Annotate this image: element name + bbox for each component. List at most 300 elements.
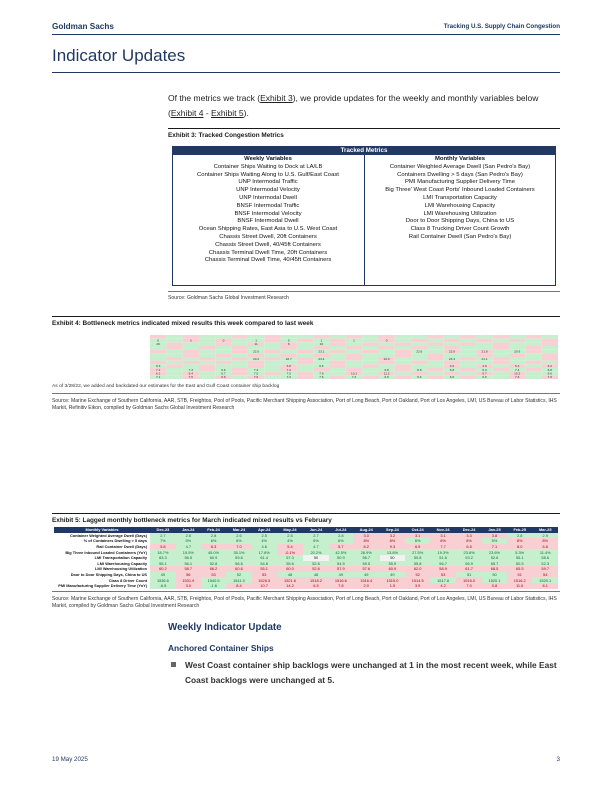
table-cell: 61.4 — [252, 555, 277, 561]
table-cell: 0.8 — [482, 583, 507, 589]
heatmap-cell — [346, 361, 362, 365]
heatmap-cell — [493, 339, 509, 343]
heatmap-cell — [297, 357, 313, 361]
heatmap-cell — [493, 350, 509, 354]
heatmap-cell — [493, 342, 509, 346]
row-label: Container Weighted Average Dwell (Days) — [69, 532, 147, 538]
heatmap-value: 7.5 — [286, 371, 291, 376]
heatmap-cell — [411, 361, 427, 365]
heatmap-cell — [330, 375, 346, 379]
table-cell: 1516.6 — [329, 577, 353, 583]
table-cell: 6.5 — [456, 544, 482, 550]
table-cell: 54 — [532, 572, 558, 578]
heatmap-cell — [378, 361, 394, 365]
heatmap-cell — [215, 353, 231, 357]
heatmap-value: 22.0 — [253, 349, 260, 354]
heatmap-cell — [232, 353, 248, 357]
heatmap-cell — [525, 372, 541, 376]
heatmap-value: 6.8 — [286, 364, 291, 369]
heatmap-cell — [542, 335, 558, 339]
table-cell: 7% — [150, 538, 176, 544]
heatmap-cell — [281, 346, 297, 350]
table-cell: 55.1 — [252, 566, 277, 572]
weekly-variable: BNSF Intermodal Velocity — [234, 210, 302, 217]
heatmap-cell — [183, 353, 199, 357]
heatmap-cell — [427, 346, 443, 350]
heatmap-cell — [281, 350, 297, 354]
table-cell: 11.6 — [507, 583, 532, 589]
table-cell: 19.3% — [430, 549, 456, 555]
table-cell: 60.6 — [226, 566, 251, 572]
table-cell: 2.6 — [176, 533, 201, 539]
heatmap-cell — [362, 335, 378, 339]
table-cell: 5% — [482, 538, 507, 544]
table-cell: 49 — [380, 572, 406, 578]
heatmap-cell — [427, 372, 443, 376]
table-cell: 1521.6 — [277, 577, 304, 583]
heatmap-cell — [199, 350, 215, 354]
row-label: PMI Manufacturing Supplier Delivery Time (YoY) — [58, 583, 147, 589]
table-cell: 55.6 — [277, 561, 304, 567]
heatmap-cell — [264, 339, 280, 343]
table-cell: 1536.6 — [150, 577, 176, 583]
heatmap-value: 7.9 — [319, 371, 324, 376]
heatmap-cell — [264, 335, 280, 339]
tracked-metrics-header: Tracked Metrics — [172, 146, 556, 155]
bottleneck-heatmap — [54, 335, 558, 379]
heatmap-cell — [183, 361, 199, 365]
table-cell: 7.7 — [430, 544, 456, 550]
heatmap-cell — [427, 375, 443, 379]
heatmap-cell — [525, 342, 541, 346]
heatmap-value: 7.3 — [188, 367, 193, 372]
table-cell: 6.1 — [532, 583, 558, 589]
weekly-variable: UNP Intermodal Dwell — [239, 194, 297, 201]
table-cell: 63.3 — [150, 555, 176, 561]
table-cell: 45.0% — [201, 549, 226, 555]
heatmap-cell — [542, 342, 558, 346]
heatmap-cell — [330, 361, 346, 365]
table-cell: 8% — [380, 538, 406, 544]
heatmap-cell — [297, 361, 313, 365]
table-cell: 68.5 — [482, 566, 507, 572]
heatmap-cell — [427, 339, 443, 343]
heatmap-cell — [411, 339, 427, 343]
heatmap-cell — [476, 342, 492, 346]
table-cell: 6% — [405, 538, 430, 544]
table-cell: 11.4% — [532, 549, 558, 555]
heatmap-cell — [264, 353, 280, 357]
heatmap-cell — [166, 357, 182, 361]
table-cell: 5.7 — [329, 544, 353, 550]
table-cell: 23.6% — [482, 549, 507, 555]
table-cell: 55.1 — [507, 555, 532, 561]
heatmap-value: 21.8 — [481, 349, 488, 354]
month-header: Mar-24 — [226, 527, 251, 533]
exhibit5-top-rule — [52, 513, 560, 514]
heatmap-value: 22.8 — [448, 349, 455, 354]
heatmap-cell — [264, 364, 280, 368]
table-cell: 55.8 — [405, 561, 430, 567]
heatmap-value: 23.1 — [318, 349, 325, 354]
heatmap-cell — [199, 353, 215, 357]
heatmap-cell — [346, 342, 362, 346]
heatmap-cell — [166, 361, 182, 365]
footer-date: 19 May 2025 — [52, 756, 88, 763]
heatmap-cell — [525, 339, 541, 343]
table-cell: 3.0 — [176, 583, 201, 589]
exhibit3-bottom-rule — [168, 291, 560, 292]
heatmap-value: 20.9 — [514, 349, 521, 354]
heatmap-cell — [362, 361, 378, 365]
heatmap-value: 7.6 — [515, 375, 520, 379]
heatmap-cell — [166, 375, 182, 379]
table-cell: 3.1 — [430, 533, 456, 539]
exhibit4-link[interactable]: Exhibit 4 — [170, 108, 204, 118]
heatmap-value: 4.6 — [482, 364, 487, 369]
month-header: Jul-24 — [329, 527, 353, 533]
table-cell: 54.5 — [329, 561, 353, 567]
heatmap-value: 11 — [254, 342, 258, 347]
month-header: Jun-24 — [303, 527, 328, 533]
table-cell: 49 — [150, 572, 176, 578]
monthly-variable: PMI Manufacturing Supplier Delivery Time — [404, 179, 515, 186]
table-cell: 4% — [252, 538, 277, 544]
heatmap-value: 7.3 — [286, 375, 291, 379]
table-cell: 48 — [303, 572, 328, 578]
exhibit4-note: As of 3/28/22, we added and backdated our estimates for the East and Gulf Coast container ship backlog — [52, 384, 280, 389]
bullet-text: West Coast container ship backlogs were unchanged at 1 in the most recent week, while East Coast backlogs were unchanged at 5. — [185, 660, 557, 685]
exhibit5-link[interactable]: Exhibit 5 — [211, 108, 244, 118]
heatmap-value: 6.3 — [482, 367, 487, 372]
table-cell: 51.6 — [430, 555, 456, 561]
monthly-variable: LMI Transportation Capacity — [423, 194, 497, 201]
heatmap-cell — [542, 346, 558, 350]
heatmap-cell — [493, 357, 509, 361]
heatmap-cell — [199, 335, 215, 339]
table-cell: 1517.8 — [430, 577, 456, 583]
heatmap-value: 23.4 — [448, 356, 455, 361]
heatmap-value: 6.3 — [156, 364, 161, 369]
row-label: Rail Container Dwell (Days) — [96, 543, 147, 549]
heatmap-cell — [232, 346, 248, 350]
heatmap-cell — [525, 364, 541, 368]
heatmap-cell — [264, 361, 280, 365]
table-cell: 53 — [430, 572, 456, 578]
table-cell: 54.8 — [252, 561, 277, 567]
table-cell: 1531.9 — [176, 577, 201, 583]
table-cell: 3.2 — [380, 533, 406, 539]
heatmap-cell — [346, 353, 362, 357]
heatmap-cell — [232, 357, 248, 361]
heatmap-value: 1 — [320, 338, 323, 343]
heatmap-cell — [346, 350, 362, 354]
heatmap-cell — [378, 346, 394, 350]
table-cell: 52.6 — [303, 566, 328, 572]
table-cell: 55.1 — [150, 561, 176, 567]
table-cell: 51 — [456, 572, 482, 578]
table-cell: 49 — [329, 572, 353, 578]
table-cell: 2.5 — [277, 533, 304, 539]
heatmap-value: 6.6 — [319, 364, 324, 369]
heatmap-value: 6.6 — [449, 375, 455, 379]
weekly-variable: Chassis Terminal Dwell Time, 40/45ft Containers — [204, 257, 332, 264]
intro-text: Of the metrics we track ( — [168, 93, 261, 103]
table-cell: 57.9 — [329, 566, 353, 572]
table-cell: 2.8 — [507, 533, 532, 539]
heatmap-cell — [509, 339, 525, 343]
heatmap-cell — [199, 346, 215, 350]
heatmap-cell — [183, 342, 199, 346]
heatmap-cell — [362, 357, 378, 361]
table-cell: 7.0 — [456, 583, 482, 589]
table-cell: 4% — [277, 538, 304, 544]
intro-text: - — [203, 108, 212, 118]
table-cell: 1516.2 — [507, 577, 532, 583]
heatmap-value: 10.2 — [514, 371, 521, 376]
heatmap-cell — [395, 375, 411, 379]
heatmap-cell — [232, 364, 248, 368]
heatmap-cell — [248, 361, 264, 365]
heatmap-cell — [444, 342, 460, 346]
heatmap-cell — [232, 375, 248, 379]
table-cell: 35.1% — [226, 549, 251, 555]
table-cell: 8% — [430, 538, 456, 544]
section-title: Weekly Indicator Update — [168, 622, 282, 633]
table-cell: 7.0 — [226, 544, 251, 550]
report-title: Tracking U.S. Supply Chain Congestion — [443, 23, 560, 30]
heatmap-cell — [525, 368, 541, 372]
heatmap-value: 4.6 — [449, 364, 455, 369]
table-cell: 50.9 — [329, 555, 353, 561]
column-header: Monthly Variables — [54, 527, 150, 533]
heatmap-cell — [232, 368, 248, 372]
heatmap-cell — [411, 342, 427, 346]
heatmap-value: 7.1 — [156, 375, 161, 379]
table-cell: 5% — [303, 538, 328, 544]
table-cell: 49 — [353, 572, 380, 578]
heatmap-value: 6.8 — [384, 367, 389, 372]
heatmap-value: 7.6 — [188, 375, 193, 379]
exhibit3-source: Source: Goldman Sachs Global Investment Research — [168, 295, 289, 301]
heatmap-cell — [330, 342, 346, 346]
heatmap-cell — [525, 346, 541, 350]
heatmap-cell — [411, 353, 427, 357]
table-cell: 60.9 — [201, 555, 226, 561]
heatmap-cell — [166, 353, 182, 357]
table-cell: 58.7 — [176, 566, 201, 572]
heatmap-cell — [525, 361, 541, 365]
heatmap-cell — [460, 350, 476, 354]
table-cell: 60.0 — [277, 566, 304, 572]
table-cell: 9.3 — [380, 544, 406, 550]
heatmap-cell — [460, 342, 476, 346]
heatmap-cell — [509, 335, 525, 339]
table-cell: 6% — [226, 538, 251, 544]
heatmap-cell — [460, 335, 476, 339]
heatmap-cell — [330, 335, 346, 339]
heatmap-value: 22.6 — [416, 349, 423, 354]
row-label: Big Three Inbound Loaded Containers (YoY) — [65, 549, 147, 555]
heatmap-cell — [199, 357, 215, 361]
heatmap-value: 7.4 — [286, 367, 291, 372]
heatmap-value: 5.3 — [515, 364, 520, 369]
heatmap-value: 22.0 — [383, 356, 390, 361]
table-cell: 1541.0 — [226, 577, 251, 583]
table-cell: -1.6 — [201, 583, 226, 589]
weekly-variable: Chassis Street Dwell, 20ft Containers — [219, 233, 317, 240]
table-cell: -6.5 — [150, 583, 176, 589]
table-cell: 4.6 — [252, 544, 277, 550]
heatmap-cell — [460, 357, 476, 361]
table-cell: 13.8% — [380, 549, 406, 555]
table-cell: 3.8 — [482, 533, 507, 539]
table-cell: 5.3% — [507, 549, 532, 555]
heatmap-cell — [395, 368, 411, 372]
heatmap-value: 7.6 — [253, 375, 259, 379]
heatmap-cell — [215, 361, 231, 365]
heatmap-cell — [525, 357, 541, 361]
heatmap-cell — [542, 357, 558, 361]
heatmap-cell — [232, 350, 248, 354]
table-cell: 1516.4 — [353, 577, 380, 583]
heatmap-cell — [330, 368, 346, 372]
table-cell: 56.6 — [226, 561, 251, 567]
heatmap-value: 7.3 — [351, 375, 357, 379]
table-cell: 4.2 — [430, 583, 456, 589]
heatmap-cell — [411, 357, 427, 361]
heatmap-cell — [395, 342, 411, 346]
heatmap-value: 11.2 — [383, 371, 390, 376]
table-cell: 53.2 — [456, 555, 482, 561]
month-header: Jan-24 — [176, 527, 201, 533]
heatmap-cell — [427, 335, 443, 339]
weekly-variables-header: Weekly Variables — [244, 156, 292, 162]
monthly-variable: Door to Door Shipping Days, China to US — [405, 218, 515, 225]
table-cell: 3.0 — [353, 533, 380, 539]
exhibit4-bottom-rule — [52, 393, 560, 394]
heatmap-cell — [199, 368, 215, 372]
table-cell: 6% — [329, 538, 353, 544]
monthly-variable: Container Weighted Average Dwell (San Pedro's Bay) — [389, 163, 531, 170]
heatmap-value: 7.6 — [319, 375, 324, 379]
table-cell: 17.8% — [252, 549, 277, 555]
month-header: May-24 — [277, 527, 304, 533]
heatmap-cell — [199, 375, 215, 379]
month-header: Apr-24 — [252, 527, 277, 533]
heatmap-cell — [427, 353, 443, 357]
heatmap-value: 16 — [319, 342, 324, 347]
heatmap-cell — [297, 346, 313, 350]
heatmap-value: 6.8 — [449, 367, 455, 372]
heatmap-cell — [166, 342, 182, 346]
heatmap-cell — [232, 372, 248, 376]
heatmap-cell — [395, 357, 411, 361]
table-cell: 59.6 — [226, 555, 251, 561]
intro-text: ). — [243, 108, 249, 118]
heatmap-cell — [493, 375, 509, 379]
heatmap-cell — [166, 364, 182, 368]
heatmap-cell — [476, 335, 492, 339]
monthly-variables-header: Monthly Variables — [434, 156, 486, 162]
weekly-variable: Chassis Terminal Dwell Time, 20ft Containers — [208, 249, 328, 256]
table-row — [54, 583, 558, 589]
heatmap-cell — [264, 372, 280, 376]
month-header: Aug-24 — [353, 527, 380, 533]
table-cell: 6% — [201, 538, 226, 544]
heatmap-cell — [150, 353, 166, 357]
table-cell: 1518.2 — [303, 577, 328, 583]
heatmap-cell — [297, 364, 313, 368]
table-cell: 58.6 — [532, 555, 558, 561]
table-cell: -0.1% — [277, 549, 304, 555]
table-cell: 3.1 — [405, 533, 430, 539]
heatmap-value: 7.1 — [156, 367, 161, 372]
heatmap-value: 21.1 — [481, 356, 488, 361]
heatmap-cell — [330, 353, 346, 357]
table-cell: 51 — [507, 572, 532, 578]
weekly-variable: UNP Intermodal Traffic — [238, 179, 298, 186]
table-cell: 56 — [176, 572, 201, 578]
row-label: Door to Door Shipping Days, China to US — [70, 571, 147, 577]
table-cell: 7.1 — [482, 544, 507, 550]
heatmap-value: 0 — [385, 338, 388, 343]
month-header: Feb-24 — [201, 527, 226, 533]
heatmap-value: 0 — [287, 338, 290, 343]
heatmap-cell — [525, 375, 541, 379]
heatmap-cell — [199, 364, 215, 368]
heatmap-cell — [232, 342, 248, 346]
heatmap-value: 6.6 — [221, 367, 226, 372]
heatmap-cell — [297, 342, 313, 346]
intro-paragraph — [168, 91, 560, 121]
table-cell: 1.5 — [380, 583, 406, 589]
exhibit4-title: Exhibit 4: Bottleneck metrics indicated mixed results this week compared to last week — [52, 320, 314, 327]
heatmap-cell — [362, 364, 378, 368]
heatmap-cell — [150, 346, 166, 350]
heatmap-cell — [199, 361, 215, 365]
heatmap-cell — [215, 346, 231, 350]
heatmap-cell — [330, 339, 346, 343]
heatmap-cell — [297, 368, 313, 372]
table-cell: 2.0 — [353, 583, 380, 589]
heatmap-cell — [460, 375, 476, 379]
monthly-variable: LMI Warehousing Utilization — [423, 210, 497, 217]
monthly-variable: Class 8 Trucking Driver Count Growth — [410, 226, 510, 233]
heatmap-cell — [199, 339, 215, 343]
weekly-variable: UNP Intermodal Velocity — [236, 187, 300, 194]
heatmap-cell — [460, 353, 476, 357]
heatmap-cell — [395, 372, 411, 376]
table-cell: 5.4 — [277, 544, 304, 550]
heatmap-cell — [444, 339, 460, 343]
heatmap-cell — [362, 346, 378, 350]
table-cell: 55.9 — [380, 561, 406, 567]
exhibit3-link[interactable]: Exhibit 3 — [260, 93, 293, 103]
heatmap-cell — [395, 346, 411, 350]
heatmap-cell — [346, 364, 362, 368]
heatmap-cell — [542, 350, 558, 354]
table-cell: 26.9% — [353, 549, 380, 555]
month-header: Dec-24 — [456, 527, 482, 533]
weekly-variable: Container Ships Waiting Along to U.S. Gulf/East Coast — [197, 171, 339, 178]
heatmap-value: 10.1 — [350, 371, 358, 376]
heatmap-cell — [264, 346, 280, 350]
month-header: Jan-25 — [482, 527, 507, 533]
heatmap-cell — [297, 372, 313, 376]
subsection-title: Anchored Container Ships — [168, 643, 274, 653]
page-title: Indicator Updates — [52, 46, 186, 65]
